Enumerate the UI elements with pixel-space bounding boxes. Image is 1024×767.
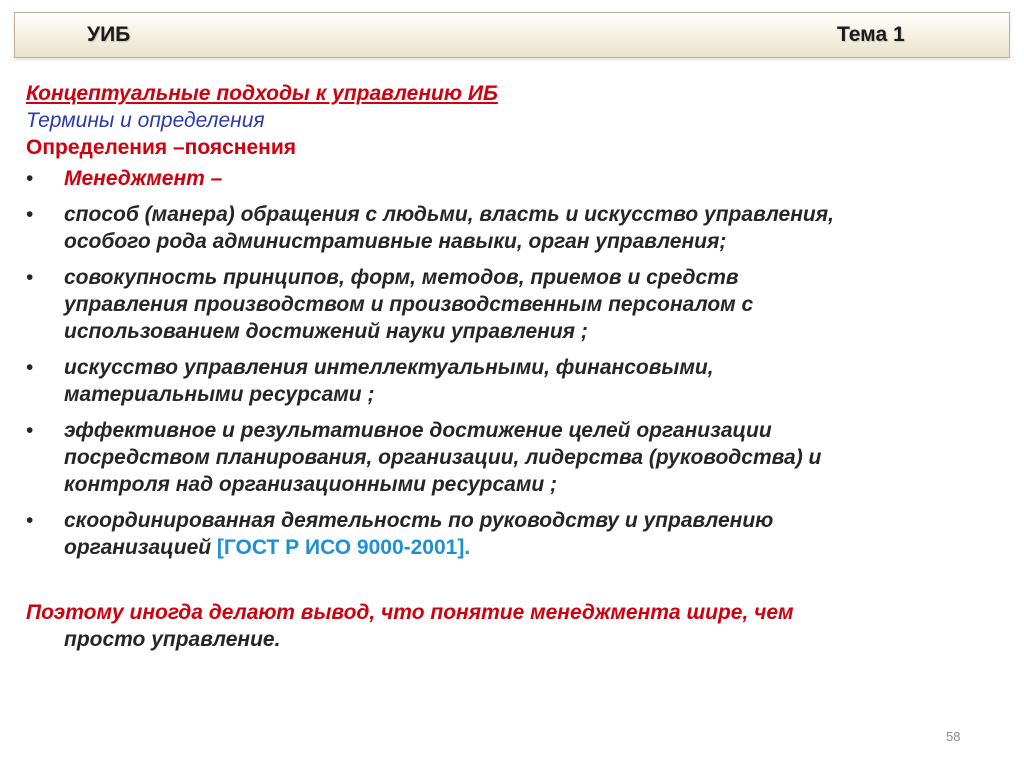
list-item-text: Менеджмент – <box>64 167 223 190</box>
conclusion-line: Поэтому иногда делают вывод, что понятие менеджмента шире, чем <box>26 601 794 624</box>
conclusion <box>26 599 976 653</box>
list-item <box>26 201 976 255</box>
list-item <box>26 165 976 192</box>
bullet-icon: • <box>26 167 34 190</box>
conclusion-line: просто управление. <box>64 628 281 651</box>
list-item <box>26 507 976 561</box>
bullet-icon: • <box>26 203 34 226</box>
list-item-text: скоординированная деятельность по руководству и управлению <box>64 509 774 532</box>
definition-list <box>26 165 976 561</box>
list-item-text: организацией <box>64 536 217 559</box>
list-item-text: особого рода административные навыки, орган управления; <box>64 230 727 253</box>
bullet-icon: • <box>26 356 34 379</box>
list-item <box>26 417 976 498</box>
bullet-icon: • <box>26 509 34 532</box>
header-topic: Тема 1 <box>837 23 905 46</box>
list-item-text: контроля над организационными ресурсами ; <box>64 473 558 496</box>
list-item <box>26 354 976 408</box>
list-item-text: посредством планирования, организации, лидерства (руководства) и <box>64 446 822 469</box>
list-item-text: использованием достижений науки управления ; <box>64 320 588 343</box>
list-item-text: эффективное и результативное достижение целей организации <box>64 419 772 442</box>
list-item-text: материальными ресурсами ; <box>64 383 375 406</box>
page-number: 58 <box>946 729 961 744</box>
list-item <box>26 264 976 345</box>
list-item-text: совокупность принципов, форм, методов, приемов и средств <box>64 266 739 289</box>
slide-heading: Концептуальные подходы к управлению ИБ <box>26 82 498 105</box>
list-item-text: способ (манера) обращения с людьми, власть и искусство управления, <box>64 203 834 226</box>
header-title: УИБ <box>87 23 131 46</box>
bullet-icon: • <box>26 266 34 289</box>
slide-header <box>14 12 1010 58</box>
list-item-text: искусство управления интеллектуальными, финансовыми, <box>64 356 714 379</box>
slide-content <box>26 80 976 653</box>
section-title: Определения –пояснения <box>26 136 297 159</box>
bullet-icon: • <box>26 419 34 442</box>
standard-reference: [ГОСТ Р ИСО 9000-2001]. <box>216 536 471 559</box>
list-item-text: управления производством и производственным персоналом с <box>64 293 754 316</box>
slide-subheading: Термины и определения <box>26 109 265 132</box>
